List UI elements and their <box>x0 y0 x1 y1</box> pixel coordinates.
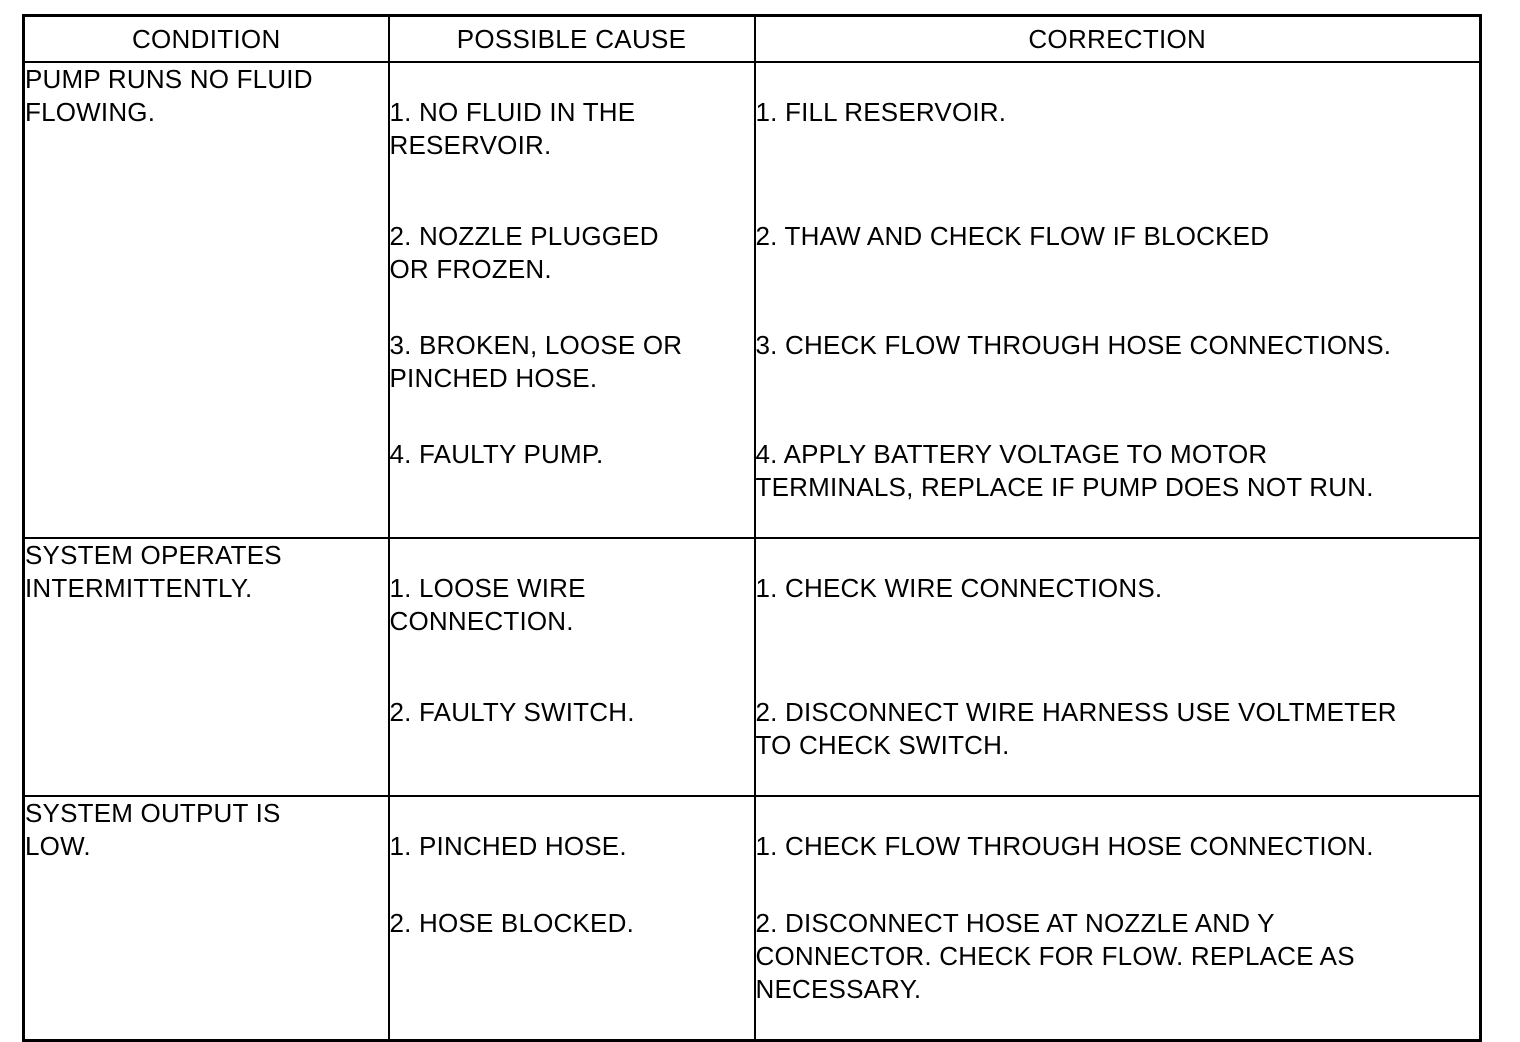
correction-item: 2. THAW AND CHECK FLOW IF BLOCKED <box>755 221 1270 251</box>
table-row <box>24 796 1481 1041</box>
diagnosis-table <box>22 14 1482 1042</box>
cause-item: 2. FAULTY SWITCH. <box>389 697 635 727</box>
correction-item: 1. CHECK WIRE CONNECTIONS. <box>755 573 1163 603</box>
correction-item: 2. DISCONNECT HOSE AT NOZZLE AND Y CONNECTOR. CHECK FOR FLOW. REPLACE AS NECESSARY. <box>755 908 1355 1004</box>
cause-item: 1. PINCHED HOSE. <box>389 831 627 861</box>
header-condition: CONDITION <box>24 16 389 63</box>
condition-cell: SYSTEM OUTPUT IS LOW. <box>24 796 389 1041</box>
cause-item: 1. LOOSE WIRE CONNECTION. <box>389 573 586 636</box>
correction-item: 3. CHECK FLOW THROUGH HOSE CONNECTIONS. <box>755 330 1392 360</box>
correction-cell <box>755 796 1481 1041</box>
header-row <box>24 16 1481 63</box>
correction-item: 2. DISCONNECT WIRE HARNESS USE VOLTMETER TO CHECK SWITCH. <box>755 697 1397 760</box>
cause-item: 1. NO FLUID IN THE RESERVOIR. <box>389 97 636 160</box>
header-possible-cause: POSSIBLE CAUSE <box>389 16 755 63</box>
table-row <box>24 538 1481 796</box>
table-row <box>24 62 1481 538</box>
cause-item: 2. NOZZLE PLUGGED OR FROZEN. <box>389 221 659 284</box>
header-correction: CORRECTION <box>755 16 1481 63</box>
correction-item: 1. FILL RESERVOIR. <box>755 97 1007 127</box>
correction-item: 1. CHECK FLOW THROUGH HOSE CONNECTION. <box>755 831 1374 861</box>
cause-item: 4. FAULTY PUMP. <box>389 439 604 469</box>
cause-cell <box>389 796 755 1041</box>
correction-item: 4. APPLY BATTERY VOLTAGE TO MOTOR TERMINALS, REPLACE IF PUMP DOES NOT RUN. <box>755 439 1374 502</box>
cause-item: 2. HOSE BLOCKED. <box>389 908 634 938</box>
correction-cell <box>755 538 1481 796</box>
correction-cell <box>755 62 1481 538</box>
condition-cell: SYSTEM OPERATES INTERMITTENTLY. <box>24 538 389 796</box>
cause-item: 3. BROKEN, LOOSE OR PINCHED HOSE. <box>389 330 683 393</box>
cause-cell <box>389 538 755 796</box>
condition-cell: PUMP RUNS NO FLUID FLOWING. <box>24 62 389 538</box>
cause-cell <box>389 62 755 538</box>
